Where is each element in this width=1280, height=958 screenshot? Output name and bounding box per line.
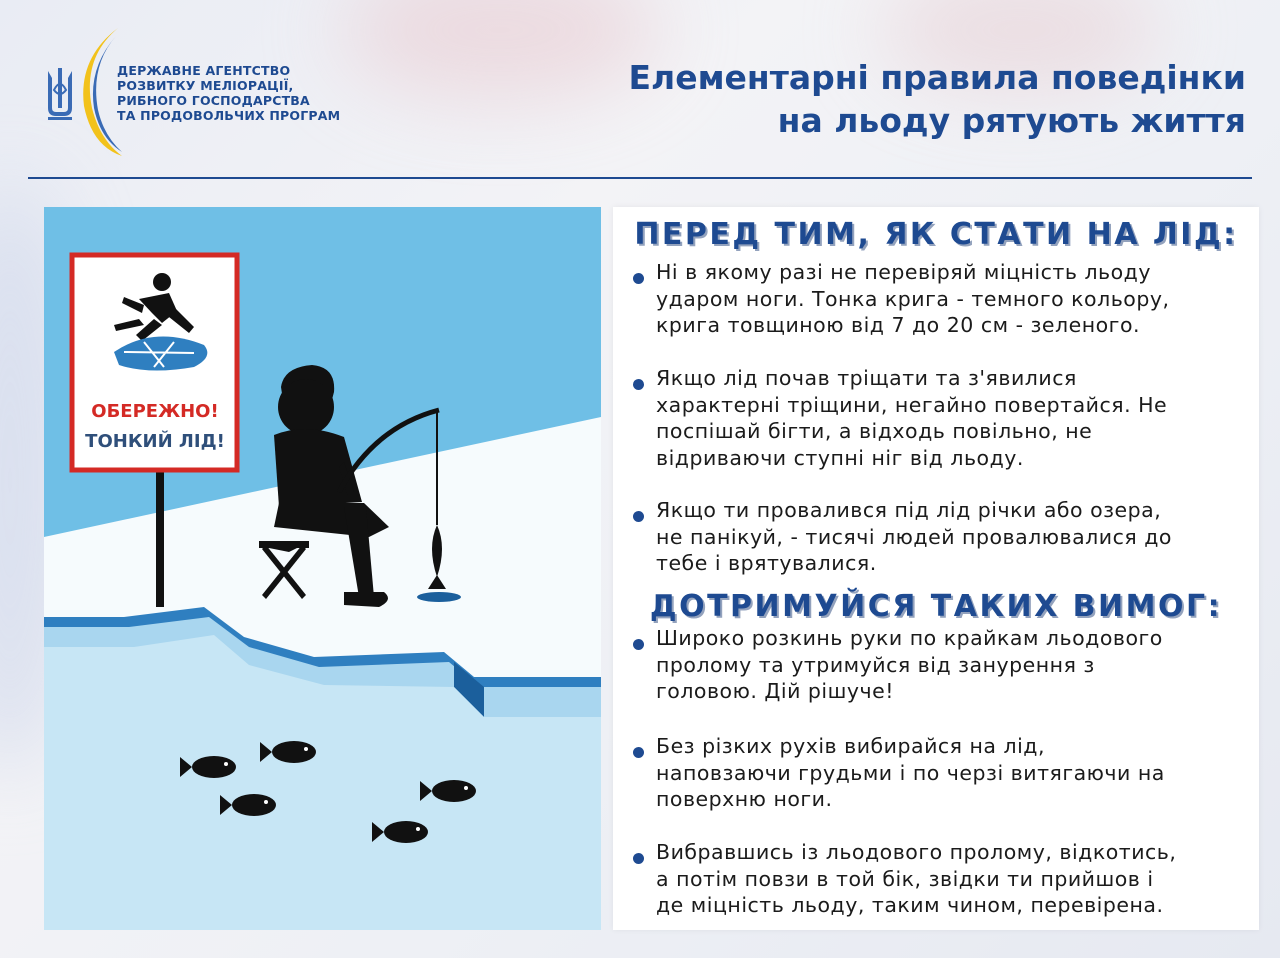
list-item-text [656, 625, 1243, 705]
text-line: головою. Дій рішуче! [656, 679, 894, 703]
ice-hole [417, 592, 461, 602]
bullet-icon [633, 511, 644, 522]
agency-name-line: РОЗВИТКУ МЕЛІОРАЦІЇ, [117, 78, 294, 93]
page-title-line: на льоду рятують життя [777, 101, 1246, 140]
list-item-text [656, 497, 1243, 577]
text-line: відриваючи ступні ніг від льоду. [656, 445, 1024, 470]
bullet-icon [633, 747, 644, 758]
bullet-icon [633, 639, 644, 650]
rules-panel [613, 207, 1259, 930]
list-item [633, 839, 1243, 919]
bullet-icon [633, 853, 644, 864]
text-line: де міцність льоду, таким чином, перевірена. [656, 893, 1164, 917]
text-line: Без різких рухів вибирайся на лід, [656, 734, 1045, 758]
agency-name [117, 63, 340, 123]
sign-text-thin-ice: ТОНКИЙ ЛІД! [85, 431, 225, 452]
text-line: тебе і врятувалися. [656, 551, 877, 575]
ice-fishing-illustration [44, 207, 601, 930]
list-item [633, 497, 1243, 577]
list-item-text [656, 259, 1243, 339]
text-line: Ні в якому разі не перевіряй міцність льоду [656, 260, 1151, 284]
text-line: ударом ноги. Тонка крига - темного кольору, [656, 286, 1170, 311]
text-line: не панікуй, - тисячі людей провалювалися до [656, 524, 1172, 549]
list-item [633, 625, 1243, 705]
sign-post [156, 457, 164, 607]
agency-name-line: РИБНОГО ГОСПОДАРСТВА [117, 93, 310, 108]
list-item-text [656, 839, 1243, 919]
text-line: Якщо лід почав тріщати та з'явилися [656, 366, 1077, 390]
illustration-graphic [44, 207, 601, 930]
bullet-icon [633, 379, 644, 390]
text-line: а потім повзи в той бік, звідки ти прийшов і [656, 866, 1154, 891]
list-item-text [656, 733, 1243, 813]
agency-name-line: ДЕРЖАВНЕ АГЕНТСТВО [117, 63, 291, 78]
agency-name-line: ТА ПРОДОВОЛЬЧИХ ПРОГРАМ [117, 108, 341, 123]
text-line: характерні тріщини, негайно повертайся. Не [656, 392, 1168, 417]
list-item [633, 259, 1243, 339]
list-item [633, 733, 1243, 813]
page-title [628, 56, 1246, 142]
trident-icon [48, 68, 72, 120]
text-line: Широко розкинь руки по крайкам льодового [656, 626, 1163, 650]
text-line: крига товщиною від 7 до 20 см - зеленого. [656, 313, 1141, 337]
text-line: поспішай бігти, а відходь повільно, не [656, 419, 1093, 443]
page-title-line: Елементарні правила поведінки [628, 58, 1246, 97]
sign-text-caution: ОБЕРЕЖНО! [91, 401, 219, 422]
text-line: Якщо ти провалився під лід річки або озера, [656, 498, 1162, 522]
bullet-icon [633, 273, 644, 284]
background-blob [340, 0, 660, 100]
list-item [633, 365, 1243, 471]
list-item-text [656, 365, 1243, 471]
text-line: Вибравшись із льодового пролому, відкотись, [656, 840, 1177, 864]
header-divider [28, 177, 1252, 179]
text-line: наповзаючи грудьми і по черзі витягаючи на [656, 760, 1165, 785]
section-title-requirements: ДОТРИМУЙСЯ ТАКИХ ВИМОГ: [649, 589, 1223, 624]
section-title-before-ice: ПЕРЕД ТИМ, ЯК СТАТИ НА ЛІД: [634, 217, 1238, 252]
text-line: пролому та утримуйся від занурення з [656, 652, 1095, 677]
text-line: поверхню ноги. [656, 787, 833, 811]
